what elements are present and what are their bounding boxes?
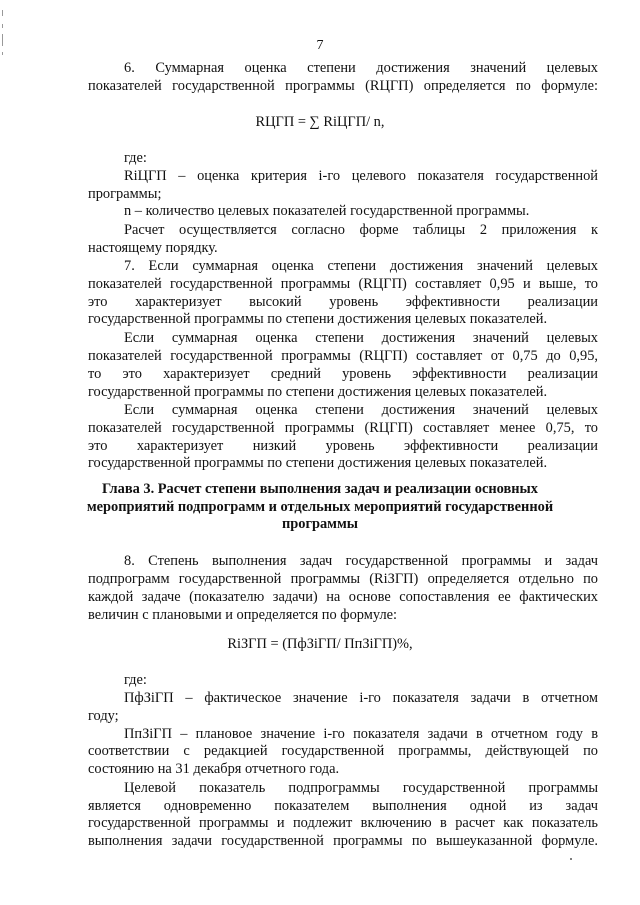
text-line: это характеризует высокий уровень эффективности реализации (88, 294, 598, 310)
text-line: программы; (88, 186, 162, 202)
text-line: государственной программы по степени достижения целевых показателей. (88, 455, 548, 471)
text-line: году; (88, 708, 119, 724)
text-line: ПпЗiГП – плановое значение i-го показателя задачи в отчетном году в (124, 726, 598, 742)
formula-line: RiЗГП = (ПфЗiГП/ ПпЗiГП)%, (227, 636, 413, 652)
text-line: Если суммарная оценка степени достижения значений целевых (124, 330, 598, 346)
text-line: RiЦГП – оценка критерия i-го целевого показателя государственной (124, 168, 598, 184)
text-line: 7. Если суммарная оценка степени достижения значений целевых (124, 258, 598, 274)
text-line: показателей государственной программы (RЦГП) составляет от 0,75 до 0,95, (88, 348, 598, 364)
text-line: величин с плановыми и определяется по формуле: (88, 607, 398, 623)
text-line: соответствии с редакцией государственной программы, действующей по (88, 743, 598, 759)
text-line: 6. Суммарная оценка степени достижения значений целевых (124, 60, 598, 76)
formula-line: RЦГП = ∑ RiЦГП/ n, (255, 114, 385, 130)
chapter-heading-line: программы (281, 516, 359, 532)
text-line: где: (124, 672, 147, 688)
text-line: состоянию на 31 декабря отчетного года. (88, 761, 340, 777)
text-line: это характеризует низкий уровень эффективности реализации (88, 438, 598, 454)
text-line: Если суммарная оценка степени достижения значений целевых (124, 402, 598, 418)
chapter-heading-line: мероприятий подпрограмм и отдельных мероприятий государственной (86, 499, 554, 515)
text-line: то это характеризует средний уровень эффективности реализации (88, 366, 598, 382)
text-line: показателей государственной программы (RЦГП) составляет 0,95 и выше, то (88, 276, 598, 292)
text-line: государственной программы и подлежит включению в расчет как показатель (88, 815, 598, 831)
text-line: настоящему порядку. (88, 240, 218, 256)
text-line: где: (124, 150, 147, 166)
text-line: выполнения задачи государственной программы по вышеуказанной формуле. (88, 833, 598, 849)
scan-edge-mark (2, 24, 3, 28)
text-line: Расчет осуществляется согласно форме таблицы 2 приложения к (124, 222, 598, 238)
text-line: каждой задаче (показателю задачи) на основе сопоставления ее фактических (88, 589, 598, 605)
text-line: n – количество целевых показателей государственной программы. (124, 203, 530, 219)
page-number: 7 (316, 38, 324, 53)
text-line: государственной программы по степени достижения целевых показателей. (88, 384, 548, 400)
text-line: 8. Степень выполнения задач государственной программы и задач (124, 553, 598, 569)
scan-edge-mark (2, 10, 3, 16)
text-line: показателей государственной программы (RЦГП) определяется по формуле: (88, 78, 598, 94)
scan-speck (570, 858, 572, 860)
chapter-heading-line: Глава 3. Расчет степени выполнения задач и реализации основных (102, 481, 538, 497)
text-line: ПфЗiГП – фактическое значение i-го показателя задачи в отчетном (124, 690, 598, 706)
text-line: подпрограмм государственной программы (RiЗГП) определяется отдельно по (88, 571, 598, 587)
text-line: является одновременно показателем выполнения одной из задач (88, 798, 598, 814)
text-line: показателей государственной программы (RЦГП) составляет менее 0,75, то (88, 420, 598, 436)
text-line: государственной программы по степени достижения целевых показателей. (88, 311, 548, 327)
text-line: Целевой показатель подпрограммы государственной программы (124, 780, 598, 796)
